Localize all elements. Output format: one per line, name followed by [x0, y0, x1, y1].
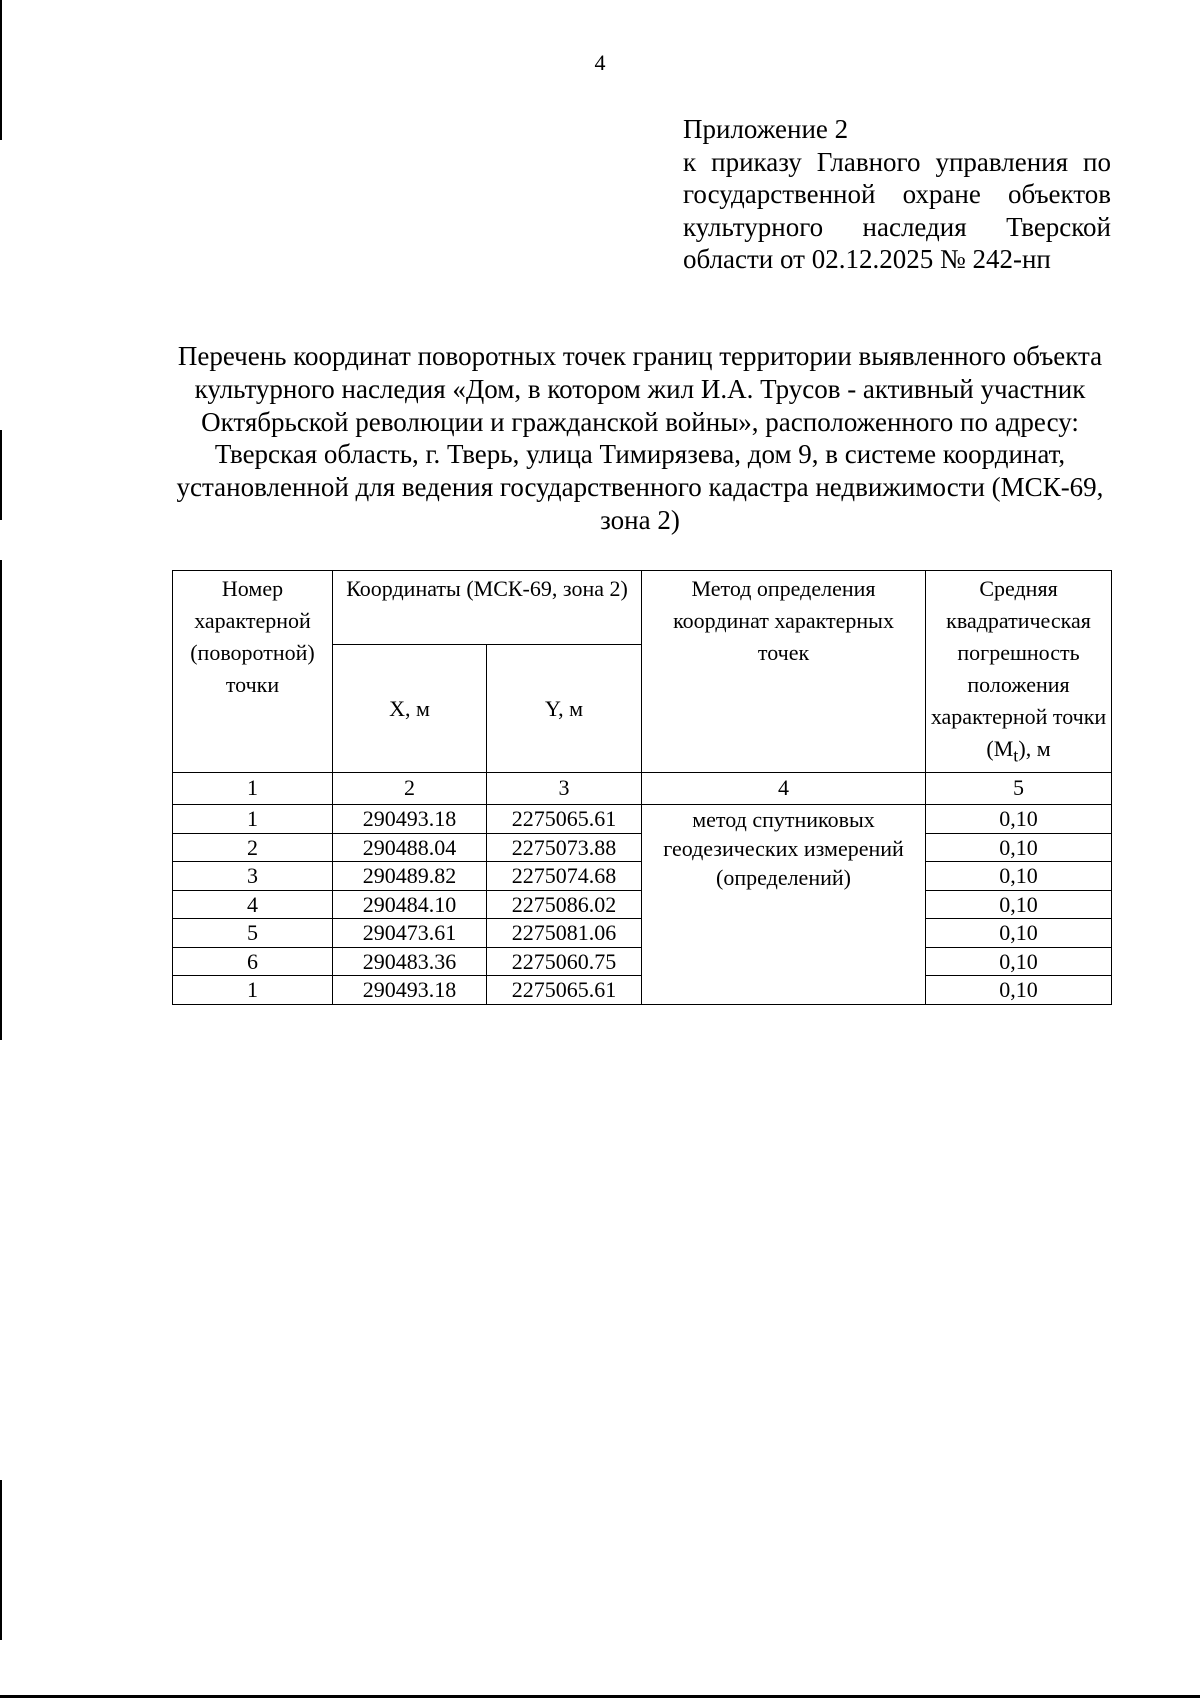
error-cell: 0,10 — [926, 805, 1112, 834]
header-method: Метод определения координат характерных точек — [642, 571, 926, 773]
point-number-cell: 4 — [173, 890, 333, 919]
error-cell: 0,10 — [926, 862, 1112, 891]
point-number-cell: 6 — [173, 947, 333, 976]
column-index-row — [173, 773, 1112, 805]
header-point-number: Номер характерной (поворотной) точки — [173, 571, 333, 773]
column-index: 1 — [173, 773, 333, 805]
point-number-cell: 5 — [173, 919, 333, 948]
table-row — [173, 805, 1112, 834]
scan-edge-mark — [0, 430, 2, 520]
y-cell: 2275065.61 — [487, 976, 642, 1005]
appendix-title: Приложение 2 — [683, 114, 849, 144]
error-cell: 0,10 — [926, 976, 1112, 1005]
scan-edge-mark — [0, 560, 2, 1040]
appendix-reference: к приказу Главного управления по государственной охране объектов культурного наследия Тверской области от 02.12.2025 № 242-нп — [683, 146, 1111, 274]
header-error-subscript: t — [1013, 745, 1019, 766]
y-cell: 2275060.75 — [487, 947, 642, 976]
scan-edge-bottom — [0, 1695, 1200, 1698]
scan-edge-mark — [0, 0, 2, 140]
y-cell: 2275074.68 — [487, 862, 642, 891]
point-number-cell: 3 — [173, 862, 333, 891]
header-y: Y, м — [487, 645, 642, 773]
page-number: 4 — [594, 50, 606, 75]
point-number-cell: 1 — [173, 805, 333, 834]
coordinates-table — [172, 570, 1112, 1005]
error-cell: 0,10 — [926, 833, 1112, 862]
scan-edge-mark — [0, 1480, 2, 1640]
point-number-cell: 1 — [173, 976, 333, 1005]
x-cell: 290484.10 — [333, 890, 487, 919]
header-error — [926, 571, 1112, 773]
column-index: 4 — [642, 773, 926, 805]
header-coordinates: Координаты (МСК-69, зона 2) — [333, 571, 642, 645]
y-cell: 2275081.06 — [487, 919, 642, 948]
error-cell: 0,10 — [926, 919, 1112, 948]
document-title: Перечень координат поворотных точек границ территории выявленного объекта культурного наследия «Дом, в котором жил И.А. Трусов - активный участник Октябрьской революции и гражданской войны», расположенного по адресу: Тверская область, г. Тверь, улица Тимирязева, дом 9, в системе координат, установленной для ведения государственного кадастра недвижимости (МСК-69, зона 2) — [176, 341, 1104, 535]
error-cell: 0,10 — [926, 890, 1112, 919]
method-cell: метод спутниковых геодезических измерений (определений) — [642, 805, 926, 1005]
appendix-block — [683, 113, 1111, 276]
point-number-cell: 2 — [173, 833, 333, 862]
header-error-text: Средняя квадратическая погрешность положения характерной точки (M — [930, 576, 1107, 761]
y-cell: 2275073.88 — [487, 833, 642, 862]
x-cell: 290488.04 — [333, 833, 487, 862]
x-cell: 290493.18 — [333, 976, 487, 1005]
error-cell: 0,10 — [926, 947, 1112, 976]
x-cell: 290473.61 — [333, 919, 487, 948]
x-cell: 290489.82 — [333, 862, 487, 891]
header-error-unit: ), м — [1018, 736, 1051, 761]
header-x: X, м — [333, 645, 487, 773]
column-index: 2 — [333, 773, 487, 805]
x-cell: 290493.18 — [333, 805, 487, 834]
column-index: 5 — [926, 773, 1112, 805]
x-cell: 290483.36 — [333, 947, 487, 976]
y-cell: 2275065.61 — [487, 805, 642, 834]
y-cell: 2275086.02 — [487, 890, 642, 919]
column-index: 3 — [487, 773, 642, 805]
